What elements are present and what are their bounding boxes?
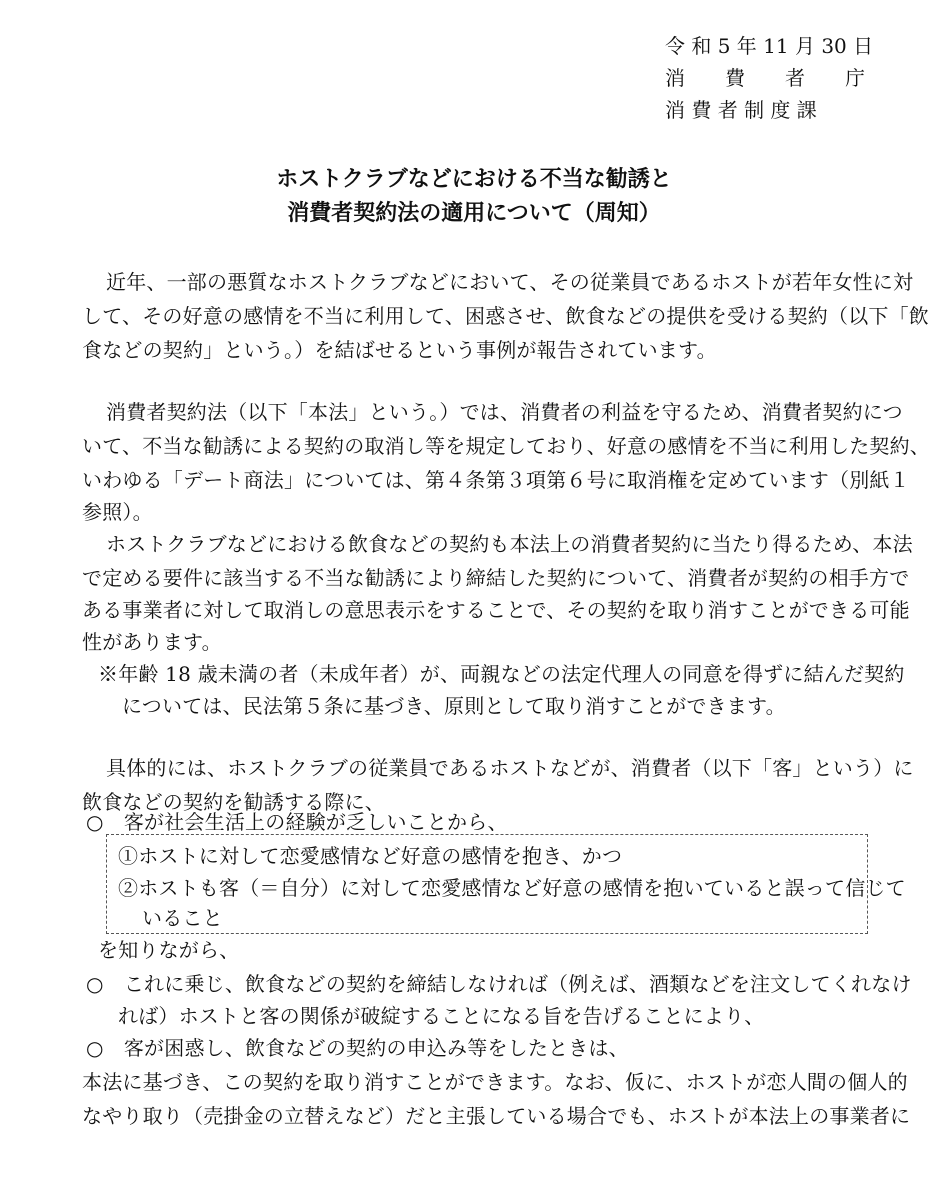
- paragraph-2-line: 参照）。: [82, 500, 153, 524]
- document-title-line-2: 消費者契約法の適用について（周知）: [287, 201, 661, 226]
- bullet-item: ○ これに乗じ、飲食などの契約を締結しなければ（例えば、酒類などを注文してくれなけ: [86, 972, 912, 996]
- issuing-agency: 消 費 者 庁: [665, 66, 865, 90]
- knowing-line: を知りながら、: [98, 938, 240, 962]
- bullet-item-continuation: れば）ホストと客の関係が破綻することになる旨を告げることにより、: [118, 1004, 765, 1028]
- document-title-line-1: ホストクラブなどにおける不当な勧誘と: [276, 167, 672, 192]
- paragraph-3-line: 性があります。: [82, 630, 222, 654]
- bullet-item: ○ 客が困惑し、飲食などの契約の申込み等をしたときは、: [86, 1036, 629, 1060]
- paragraph-3-line: で定める要件に該当する不当な勧誘により締結した契約について、消費者が契約の相手方で: [82, 566, 910, 590]
- document-date: 令 和 5 年 11 月 30 日: [665, 34, 874, 58]
- paragraph-5-line: なやり取り（売掛金の立替えなど）だと主張している場合でも、ホストが本法上の事業者に: [82, 1104, 911, 1128]
- paragraph-2-line: いて、不当な勧誘による契約の取消し等を規定しており、好意の感情を不当に利用した契約、: [82, 434, 930, 458]
- paragraph-4-line: 飲食などの契約を勧誘する際に、: [82, 790, 385, 814]
- paragraph-4-line: 具体的には、ホストクラブの従業員であるホストなどが、消費者（以下「客」という）に: [106, 756, 914, 780]
- condition-box-line: ①ホストに対して恋愛感情など好意の感情を抱き、かつ: [118, 844, 623, 868]
- note-line: ※年齢 18 歳未満の者（未成年者）が、両親などの法定代理人の同意を得ずに結んだ契約: [98, 662, 905, 686]
- paragraph-2-line: 消費者契約法（以下「本法」という。）では、消費者の利益を守るため、消費者契約につ: [106, 400, 903, 424]
- note-line: については、民法第５条に基づき、原則として取り消すことができます。: [122, 694, 786, 718]
- condition-box-line: いること: [142, 906, 223, 930]
- paragraph-1-line: 食などの契約」という。）を結ばせるという事例が報告されています。: [82, 338, 717, 362]
- paragraph-3-line: ホストクラブなどにおける飲食などの契約も本法上の消費者契約に当たり得るため、本法: [106, 532, 913, 556]
- condition-box-line: ②ホストも客（＝自分）に対して恋愛感情など好意の感情を抱いていると誤って信じて: [118, 876, 906, 900]
- bullet-item: ○ 客が社会生活上の経験が乏しいことから、: [86, 810, 508, 834]
- issuing-division: 消 費 者 制 度 課: [665, 98, 817, 122]
- paragraph-1-line: 近年、一部の悪質なホストクラブなどにおいて、その従業員であるホストが若年女性に対: [106, 270, 914, 294]
- paragraph-1-line: して、その好意の感情を不当に利用して、困惑させ、飲食などの提供を受ける契約（以下「飲: [82, 304, 929, 328]
- paragraph-5-line: 本法に基づき、この契約を取り消すことができます。なお、仮に、ホストが恋人間の個人的: [82, 1070, 908, 1094]
- paragraph-2-line: いわゆる「デート商法」については、第４条第３項第６号に取消権を定めています（別紙１: [82, 468, 910, 492]
- paragraph-3-line: ある事業者に対して取消しの意思表示をすることで、その契約を取り消すことができる可能: [82, 598, 910, 622]
